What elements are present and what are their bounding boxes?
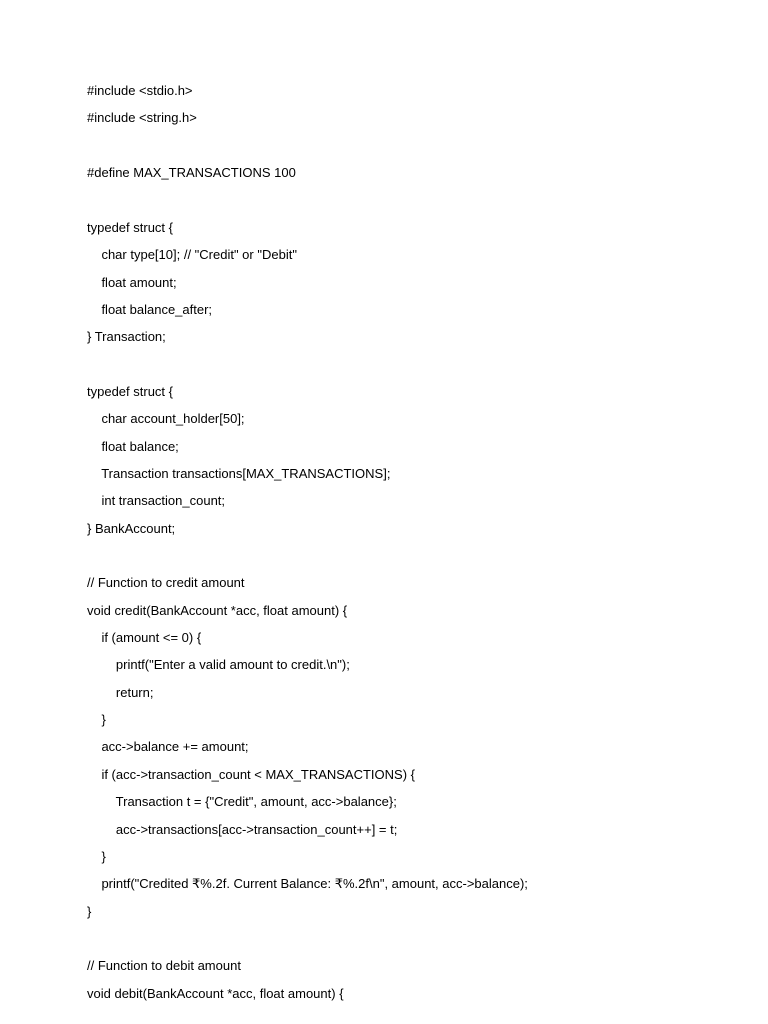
code-line: if (amount <= 0) { xyxy=(87,630,202,645)
code-line: char type[10]; // "Credit" or "Debit" xyxy=(87,247,297,263)
code-line: float balance_after; xyxy=(87,301,213,317)
code-line: void debit(BankAccount *acc, float amount) { xyxy=(87,985,344,1001)
code-line: acc->balance += amount; xyxy=(87,739,249,755)
code-line: Transaction transactions[MAX_TRANSACTIONS]; xyxy=(87,465,391,481)
code-line: printf("Enter a valid amount to credit.\n"); xyxy=(87,657,350,673)
code-line: int transaction_count; xyxy=(87,493,226,509)
code-line: acc->transactions[acc->transaction_count++] = t; xyxy=(87,821,398,837)
code-line: } BankAccount; xyxy=(87,520,176,536)
code-line: typedef struct { xyxy=(87,219,173,235)
code-line: void credit(BankAccount *acc, float amount) { xyxy=(87,602,348,618)
code-line: float amount; xyxy=(87,274,177,290)
code-line: if (acc->transaction_count < MAX_TRANSACTIONS) { xyxy=(87,766,416,782)
code-line: Transaction t = {"Credit", amount, acc->balance}; xyxy=(87,794,397,810)
code-line: typedef struct { xyxy=(87,383,173,399)
code-line: float balance; xyxy=(87,438,179,454)
code-line: } xyxy=(87,712,106,728)
code-line: return; xyxy=(87,684,154,700)
code-line: #include <stdio.h> xyxy=(87,83,193,98)
code-line: printf("Credited ₹%.2f. Current Balance: ₹%.2f\n", amount, acc->balance); xyxy=(87,876,528,892)
code-line: char account_holder[50]; xyxy=(87,411,245,427)
code-line: } xyxy=(87,903,92,919)
code-line: // Function to credit amount xyxy=(87,575,245,591)
code-line: } xyxy=(87,848,106,864)
code-line: // Function to debit amount xyxy=(87,958,241,974)
code-line: #define MAX_TRANSACTIONS 100 xyxy=(87,165,296,181)
code-line: } Transaction; xyxy=(87,329,166,345)
code-line: #include <string.h> xyxy=(87,110,197,126)
